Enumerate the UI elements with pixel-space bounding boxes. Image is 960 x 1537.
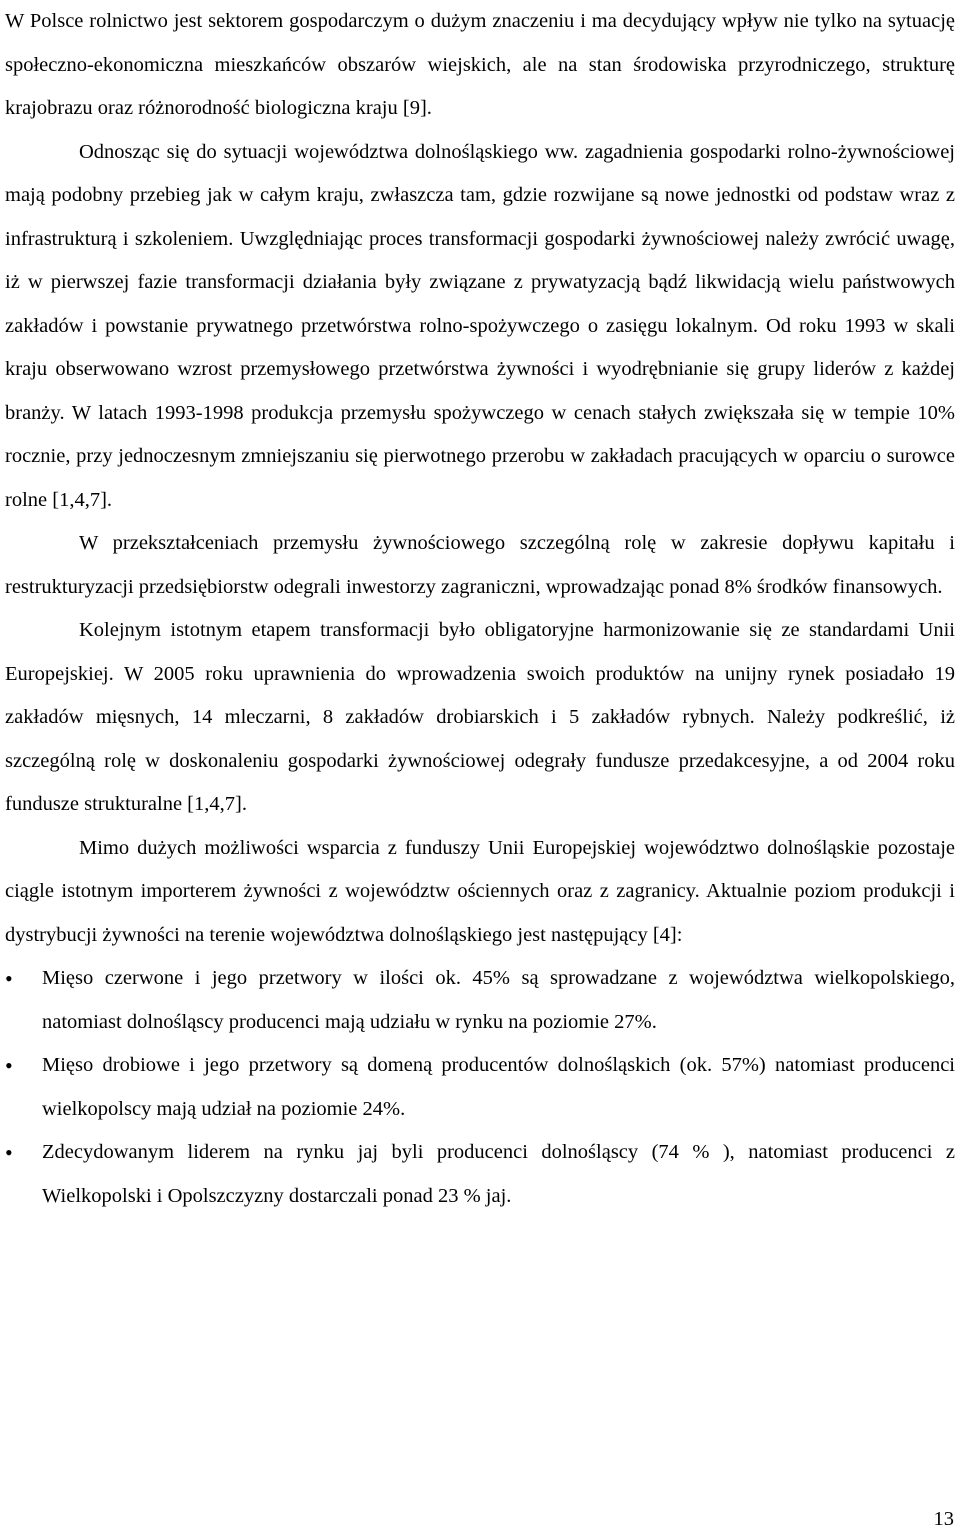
list-item-text: Mięso czerwone i jego przetwory w ilości ok. 45% są sprowadzane z województwa wielkopolskiego, natomiast dolnośląscy producenci mają udziału w rynku na poziomie 27%. (42, 967, 955, 1033)
paragraph-2: Odnosząc się do sytuacji województwa dolnośląskiego ww. zagadnienia gospodarki rolno-żywnościowej mają podobny przebieg jak w całym kraju, zwłaszcza tam, gdzie rozwijane są nowe jednostki od podstaw wraz z infrastrukturą i szkoleniem. Uwzględniając proces transformacji gospodarki żywnościowej należy zwrócić uwagę, iż w pierwszej fazie transformacji działania były związane z prywatyzacją bądź likwidacją wielu państwowych zakładów i powstanie prywatnego przetwórstwa rolno-spożywczego o zasięgu lokalnym. Od roku 1993 w skali kraju obserwowano wzrost przemysłowego przetwórstwa żywności i wyodrębnianie się grupy liderów z każdej branży. W latach 1993-1998 produkcja przemysłu spożywczego w cenach stałych zwiększała się w tempie 10% rocznie, przy jednoczesnym zmniejszaniu się pierwotnego przerobu w zakładach pracujących w oparciu o surowce rolne [1,4,7]. (5, 140, 955, 511)
list-item (5, 1044, 955, 1131)
bullet-icon: • (5, 1053, 13, 1078)
bullet-icon: • (5, 966, 13, 991)
list-item (5, 1131, 955, 1218)
document-page (5, 0, 955, 1218)
paragraph-3: W przekształceniach przemysłu żywnościowego szczególną rolę w zakresie dopływu kapitału i restrukturyzacji przedsiębiorstw odegrali inwestorzy zagraniczni, wprowadzając ponad 8% środków finansowych. (5, 532, 955, 598)
page-number: 13 (933, 1508, 954, 1530)
bullet-icon: • (5, 1140, 13, 1165)
paragraph-5: Mimo dużych możliwości wsparcia z funduszy Unii Europejskiej województwo dolnośląskie pozostaje ciągle istotnym importerem żywności z województw ościennych oraz z zagranicy. Aktualnie poziom produkcji i dystrybucji żywności na terenie województwa dolnośląskiego jest następujący [4]: (5, 836, 955, 946)
list-item (5, 957, 955, 1044)
list-item-text: Zdecydowanym liderem na rynku jaj byli producenci dolnośląscy (74 % ), natomiast producenci z Wielkopolski i Opolszczyzny dostarczali ponad 23 % jaj. (42, 1141, 955, 1207)
list-item-text: Mięso drobiowe i jego przetwory są domeną producentów dolnośląskich (ok. 57%) natomiast producenci wielkopolscy mają udział na poziomie 24%. (42, 1054, 955, 1120)
production-list (5, 957, 955, 1218)
paragraph-4: Kolejnym istotnym etapem transformacji było obligatoryjne harmonizowanie się ze standardami Unii Europejskiej. W 2005 roku uprawnienia do wprowadzenia swoich produktów na unijny rynek posiadało 19 zakładów mięsnych, 14 mleczarni, 8 zakładów drobiarskich i 5 zakładów rybnych. Należy podkreślić, iż szczególną rolę w doskonaleniu gospodarki żywnościowej odegrały fundusze przedakcesyjne, a od 2004 roku fundusze strukturalne [1,4,7]. (5, 619, 955, 815)
paragraph-1: W Polsce rolnictwo jest sektorem gospodarczym o dużym znaczeniu i ma decydujący wpływ nie tylko na sytuację społeczno-ekonomiczna mieszkańców obszarów wiejskich, ale na stan środowiska przyrodniczego, strukturę krajobrazu oraz różnorodność biologiczna kraju [9]. (5, 10, 955, 119)
